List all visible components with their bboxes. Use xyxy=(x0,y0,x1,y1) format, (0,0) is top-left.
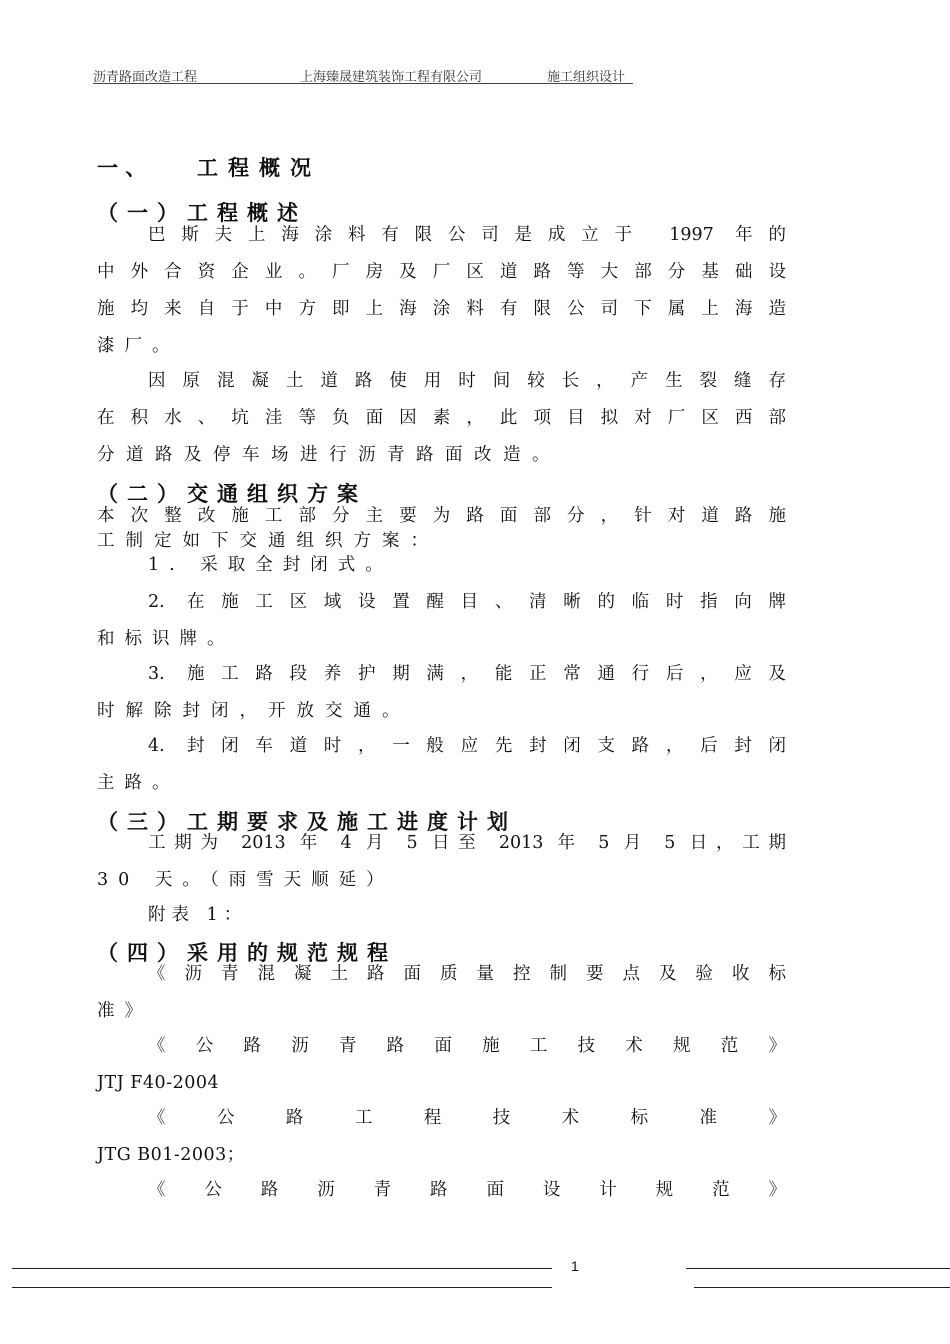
paragraph-line: 中外合资企业。厂房及厂区道路等大部分基础设 xyxy=(97,262,786,282)
paragraph-line: 分道路及停车场进行沥青路面改造。 xyxy=(97,445,561,465)
list-item: 4. 封闭车道时，一般应先封闭支路，后封闭 xyxy=(148,736,786,756)
paragraph-line: 本次整改施工部分主要为路面部分，针对道路施 xyxy=(97,506,786,526)
paragraph-line: 在积水、坑洼等负面因素，此项目拟对厂区西部 xyxy=(97,408,786,428)
paragraph-line: JTG B01-2003； xyxy=(97,1145,245,1165)
header-project-name: 沥青路面改造工程 xyxy=(93,70,198,85)
paragraph-line: 《沥青混凝土路面质量控制要点及验收标 xyxy=(148,964,786,984)
paragraph-line: 附表 1： xyxy=(148,905,248,925)
list-item: 2. 在施工区域设置醒目、清晰的临时指向牌 xyxy=(148,592,786,612)
paragraph-line: 主路。 xyxy=(97,773,180,793)
paragraph-line: 《公路沥青路面施工技术规范》 xyxy=(148,1036,786,1056)
list-item: 3. 施工路段养护期满，能正常通行后，应及 xyxy=(148,664,786,684)
footer-rule-tick xyxy=(686,1268,694,1269)
section-number: 一 、 xyxy=(97,156,147,180)
footer-rule-right-top xyxy=(694,1268,950,1269)
paragraph-line: 工制定如下交通组织方案： xyxy=(97,531,439,551)
footer-rule-right-bottom xyxy=(694,1287,950,1288)
paragraph-line: 工期为 2013 年 4 月 5 日至 2013 年 5 月 5 日，工期 xyxy=(148,833,786,853)
paragraph-line: 巴斯夫上海涂料有限公司是成立于 1997 年的 xyxy=(148,225,786,245)
paragraph-line: 准》 xyxy=(97,1001,152,1021)
list-item: 1. 采取全封闭式。 xyxy=(148,555,393,575)
subsection-heading-1: （一）工程概述 xyxy=(97,201,307,225)
paragraph-line: JTJ F40-2004 xyxy=(97,1073,220,1093)
section-title: 工程概况 xyxy=(197,156,321,180)
section-heading xyxy=(97,152,321,182)
subsection-heading-3: （三）工期要求及施工进度计划 xyxy=(97,810,517,834)
paragraph-line: 30 天。（雨雪天顺延） xyxy=(97,870,394,890)
paragraph-line: 因原混凝土道路使用时间较长，产生裂缝存 xyxy=(148,371,786,391)
paragraph-line: 和标识牌。 xyxy=(97,629,235,649)
paragraph-line: 施均来自于中方即上海涂料有限公司下属上海造 xyxy=(97,299,786,319)
subsection-heading-2: （二）交通组织方案 xyxy=(97,482,367,506)
paragraph-line: 漆厂。 xyxy=(97,336,180,356)
subsection-heading-4: （四）采用的规范规程 xyxy=(97,941,397,965)
header-company-name: 上海臻晟建筑装饰工程有限公司 xyxy=(300,70,483,85)
header-rule xyxy=(93,83,633,84)
footer-rule-left-bottom xyxy=(12,1287,552,1288)
paragraph-line: 时解除封闭，开放交通。 xyxy=(97,701,411,721)
page-number: 1 xyxy=(571,1258,579,1274)
paragraph-line: 《公路沥青路面设计规范》 xyxy=(148,1180,786,1200)
paragraph-line: 《公路工程技术标准》 xyxy=(148,1108,786,1128)
header-doc-type: 施工组织设计 xyxy=(547,70,626,85)
footer-rule-left-top xyxy=(12,1268,552,1269)
